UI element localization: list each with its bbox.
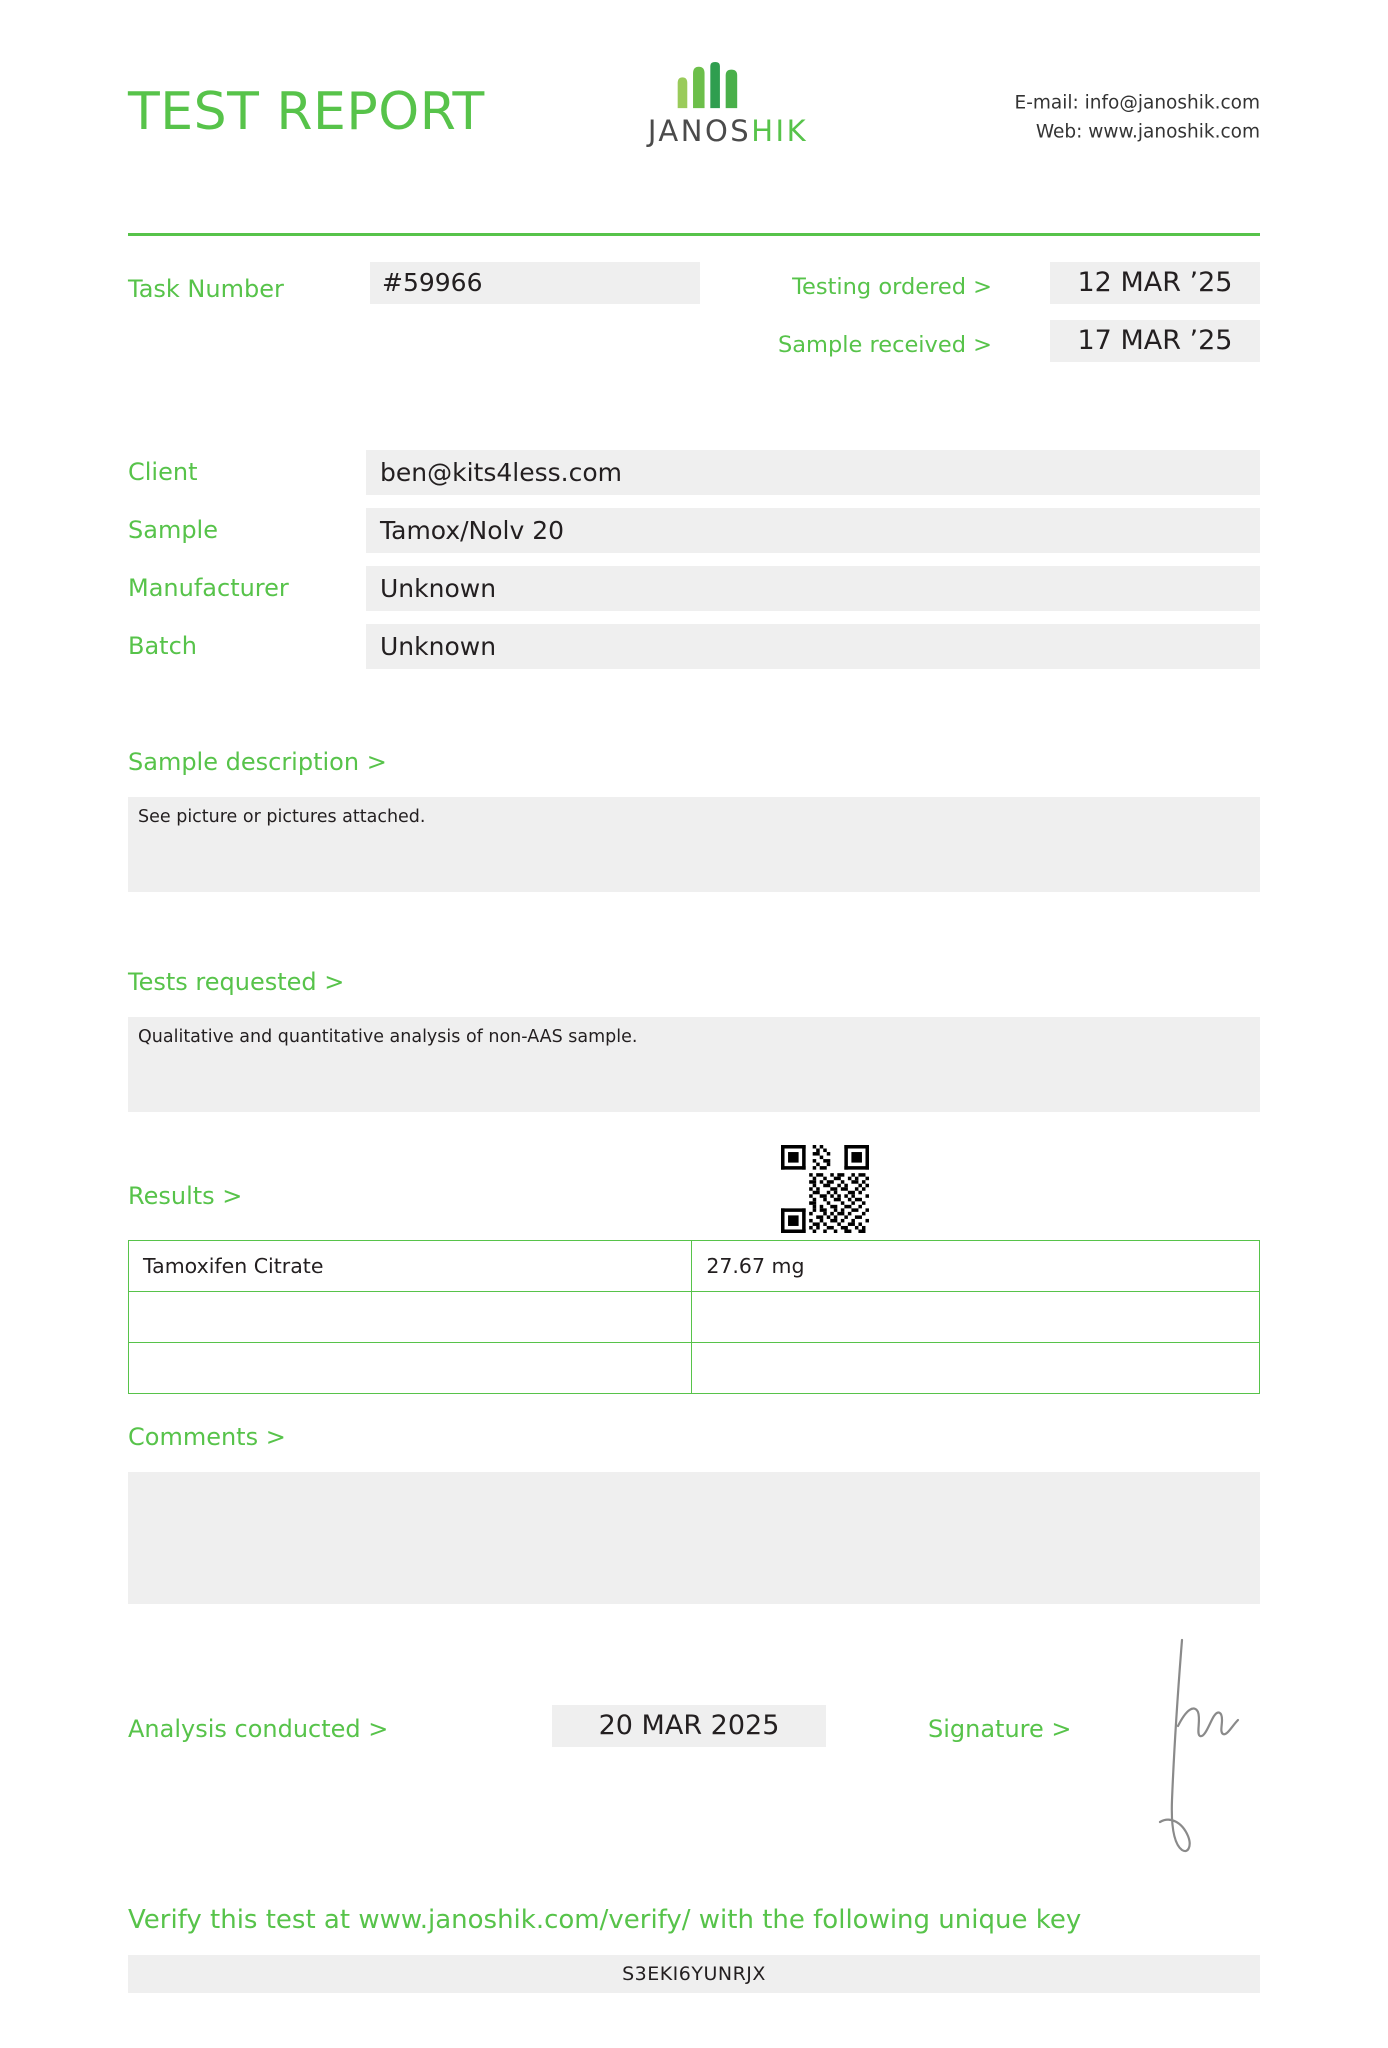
result-substance xyxy=(129,1292,692,1343)
table-row xyxy=(129,1292,1260,1343)
sample-description-text: See picture or pictures attached. xyxy=(138,807,426,827)
task-number-label: Task Number xyxy=(128,275,284,303)
comments-heading: Comments > xyxy=(128,1423,286,1451)
manufacturer-value: Unknown xyxy=(366,566,1260,611)
sample-value: Tamox/Nolv 20 xyxy=(366,508,1260,553)
batch-label: Batch xyxy=(128,632,197,660)
table-row xyxy=(129,1343,1260,1394)
sample-received-value: 17 MAR ’25 xyxy=(1050,320,1260,362)
sample-label: Sample xyxy=(128,516,218,544)
field-row-client xyxy=(128,450,1260,508)
batch-value: Unknown xyxy=(366,624,1260,669)
task-number-value: #59966 xyxy=(370,262,700,304)
mountain-logo-icon xyxy=(670,62,785,110)
info-fields xyxy=(128,450,1260,682)
report-content xyxy=(128,0,1260,1985)
sample-description-heading: Sample description > xyxy=(128,748,387,776)
result-substance xyxy=(129,1343,692,1394)
field-row-sample xyxy=(128,508,1260,566)
result-substance: Tamoxifen Citrate xyxy=(129,1241,692,1292)
report-header xyxy=(128,0,1260,180)
result-amount xyxy=(692,1292,1260,1343)
signature-label: Signature > xyxy=(928,1715,1072,1743)
field-row-batch xyxy=(128,624,1260,682)
client-value: ben@kits4less.com xyxy=(366,450,1260,495)
manufacturer-label: Manufacturer xyxy=(128,574,289,602)
sample-received-label: Sample received > xyxy=(777,332,992,358)
contact-email: E-mail: info@janoshik.com xyxy=(1014,92,1260,114)
client-label: Client xyxy=(128,458,198,486)
contact-web: Web: www.janoshik.com xyxy=(1035,121,1260,142)
page-title: TEST REPORT xyxy=(128,82,485,142)
janoshik-logo xyxy=(608,62,848,148)
tests-requested-box xyxy=(128,1017,1260,1112)
sample-description-box xyxy=(128,797,1260,892)
analysis-conducted-label: Analysis conducted > xyxy=(128,1715,389,1743)
contact-info xyxy=(1015,89,1260,146)
testing-ordered-label: Testing ordered > xyxy=(792,274,992,300)
tests-requested-heading: Tests requested > xyxy=(128,968,345,996)
logo-text-dark: JANOS xyxy=(647,114,752,148)
table-row xyxy=(129,1241,1260,1292)
testing-ordered-value: 12 MAR ’25 xyxy=(1050,262,1260,304)
tests-requested-text: Qualitative and quantitative analysis of non-AAS sample. xyxy=(138,1027,638,1047)
comments-box xyxy=(128,1472,1260,1604)
logo-wordmark xyxy=(608,114,848,148)
field-row-manufacturer xyxy=(128,566,1260,624)
signature-icon xyxy=(1148,1630,1258,1860)
logo-text-green: HIK xyxy=(751,114,809,148)
results-heading: Results > xyxy=(128,1182,243,1210)
qr-code-icon xyxy=(776,1145,874,1233)
verify-text: Verify this test at www.janoshik.com/verify/ with the following unique key xyxy=(128,1905,1082,1935)
header-divider xyxy=(128,233,1260,236)
task-row xyxy=(128,262,1260,362)
unique-key-value: S3EKI6YUNRJX xyxy=(128,1955,1260,1993)
result-amount xyxy=(692,1343,1260,1394)
result-amount: 27.67 mg xyxy=(692,1241,1260,1292)
analysis-conducted-date: 20 MAR 2025 xyxy=(552,1705,826,1747)
results-table xyxy=(128,1240,1260,1394)
